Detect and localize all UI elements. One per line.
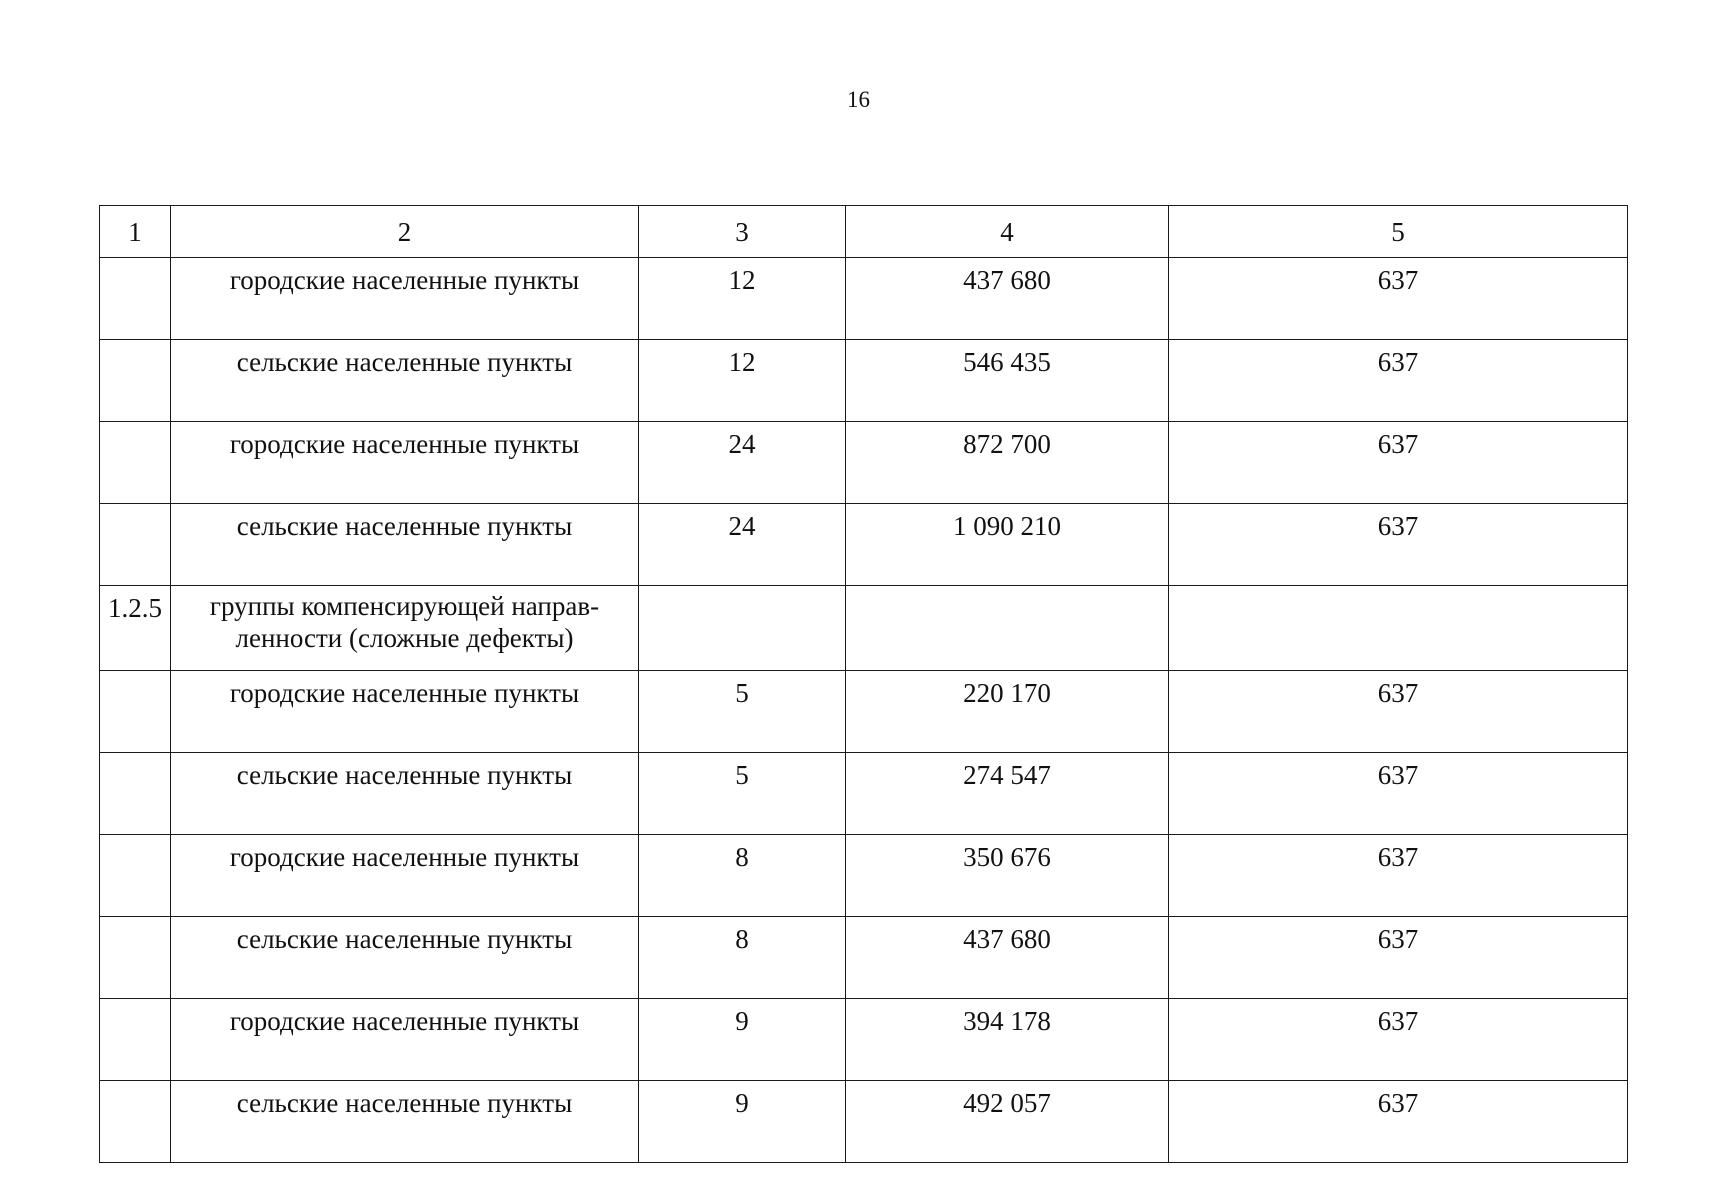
page-number: 16 <box>847 87 870 112</box>
section-name-cell <box>171 586 639 671</box>
section-number-cell: 1.2.5 <box>100 586 171 671</box>
header-cell-4: 4 <box>846 206 1169 258</box>
table-header-row <box>100 206 1628 258</box>
row-name-cell: сельские населенные пункты <box>171 753 639 835</box>
row-col5-cell: 637 <box>1169 340 1628 422</box>
row-number-cell <box>100 340 171 422</box>
row-col3-cell: 8 <box>639 835 846 917</box>
row-col4-cell: 492 057 <box>846 1081 1169 1163</box>
row-col3-cell: 12 <box>639 258 846 340</box>
table-row <box>100 835 1628 917</box>
row-number-cell <box>100 1081 171 1163</box>
row-col5-cell: 637 <box>1169 258 1628 340</box>
row-number-cell <box>100 999 171 1081</box>
row-number-cell <box>100 258 171 340</box>
row-col3-cell: 24 <box>639 504 846 586</box>
row-col5-cell: 637 <box>1169 1081 1628 1163</box>
header-cell-3: 3 <box>639 206 846 258</box>
row-number-cell <box>100 753 171 835</box>
row-name-cell: сельские населенные пункты <box>171 917 639 999</box>
row-col5-cell: 637 <box>1169 917 1628 999</box>
section-name-line-2: ленности (сложные дефекты) <box>235 623 574 653</box>
header-cell-2: 2 <box>171 206 639 258</box>
table-row <box>100 999 1628 1081</box>
row-col4-cell <box>846 586 1169 671</box>
row-col3-cell: 12 <box>639 340 846 422</box>
row-name-cell: городские населенные пункты <box>171 671 639 753</box>
row-col4-cell: 872 700 <box>846 422 1169 504</box>
row-name-cell: сельские населенные пункты <box>171 340 639 422</box>
row-col4-cell: 1 090 210 <box>846 504 1169 586</box>
row-name-cell: городские населенные пункты <box>171 422 639 504</box>
row-col3-cell: 24 <box>639 422 846 504</box>
row-col5-cell: 637 <box>1169 753 1628 835</box>
row-col4-cell: 437 680 <box>846 917 1169 999</box>
row-col3-cell: 5 <box>639 671 846 753</box>
row-number-cell <box>100 835 171 917</box>
row-col3-cell: 9 <box>639 1081 846 1163</box>
row-col5-cell: 637 <box>1169 504 1628 586</box>
table-row <box>100 917 1628 999</box>
table-row <box>100 1081 1628 1163</box>
table-section-row <box>100 586 1628 671</box>
table-row <box>100 753 1628 835</box>
table-row <box>100 340 1628 422</box>
row-col3-cell: 8 <box>639 917 846 999</box>
row-col3-cell <box>639 586 846 671</box>
table-row <box>100 422 1628 504</box>
row-col5-cell <box>1169 586 1628 671</box>
row-number-cell <box>100 671 171 753</box>
row-col4-cell: 437 680 <box>846 258 1169 340</box>
row-name-cell: сельские населенные пункты <box>171 504 639 586</box>
row-col4-cell: 546 435 <box>846 340 1169 422</box>
section-name-line-1: группы компенсирующей направ- <box>209 591 600 621</box>
row-name-cell: сельские населенные пункты <box>171 1081 639 1163</box>
row-name-cell: городские населенные пункты <box>171 258 639 340</box>
row-col4-cell: 274 547 <box>846 753 1169 835</box>
row-col5-cell: 637 <box>1169 999 1628 1081</box>
row-name-cell: городские населенные пункты <box>171 835 639 917</box>
row-col4-cell: 220 170 <box>846 671 1169 753</box>
row-number-cell <box>100 504 171 586</box>
header-cell-1: 1 <box>100 206 171 258</box>
row-col3-cell: 9 <box>639 999 846 1081</box>
header-cell-5: 5 <box>1169 206 1628 258</box>
row-col4-cell: 350 676 <box>846 835 1169 917</box>
row-col5-cell: 637 <box>1169 671 1628 753</box>
table-row <box>100 504 1628 586</box>
table-row <box>100 258 1628 340</box>
row-name-cell: городские населенные пункты <box>171 999 639 1081</box>
row-number-cell <box>100 422 171 504</box>
row-number-cell <box>100 917 171 999</box>
row-col3-cell: 5 <box>639 753 846 835</box>
data-table <box>99 205 1628 1163</box>
table-row <box>100 671 1628 753</box>
row-col5-cell: 637 <box>1169 835 1628 917</box>
row-col4-cell: 394 178 <box>846 999 1169 1081</box>
row-col5-cell: 637 <box>1169 422 1628 504</box>
